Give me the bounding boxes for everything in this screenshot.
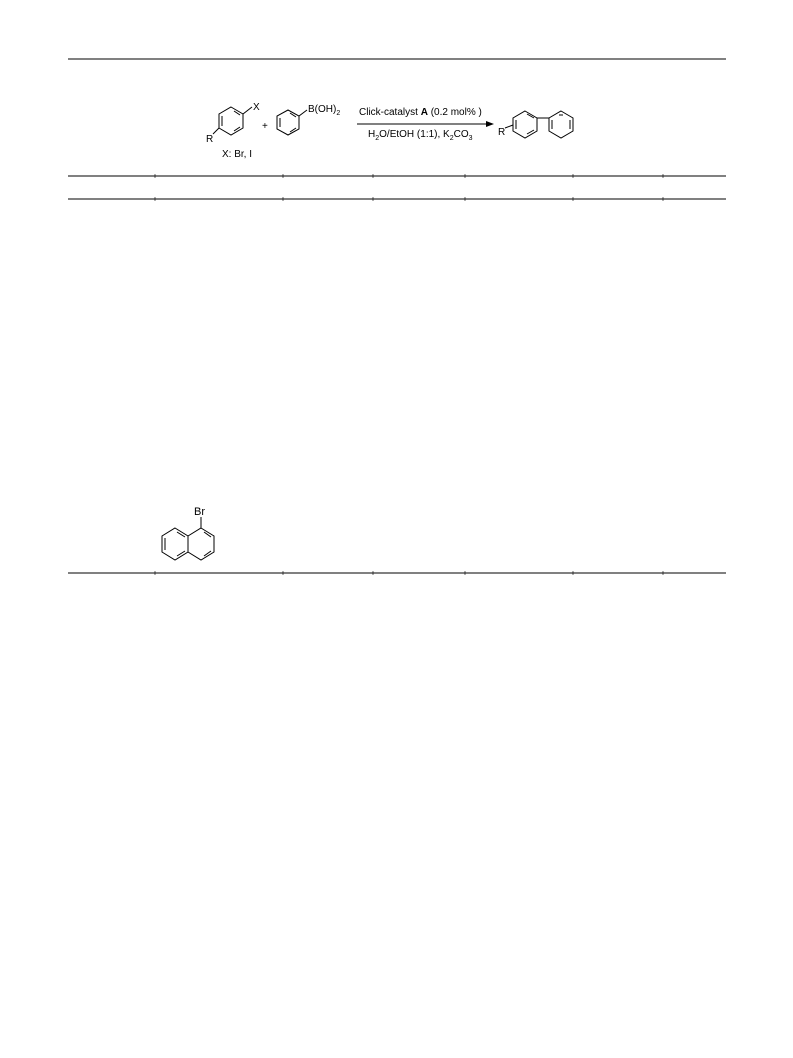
substituent-r-label: R (206, 134, 214, 145)
conditions-bottom: $H_2O$/EtOH (1:1), $K_2CO_3$ (368, 129, 473, 142)
phenylboronic-acid-structure (277, 104, 340, 135)
reaction-conditions (357, 107, 494, 142)
aryl-halide-structure (206, 102, 260, 160)
arrowhead-icon (486, 121, 494, 127)
boronic-acid-label: $B(OH)_2$ (308, 104, 341, 117)
halide-note: X: Br, I (222, 149, 253, 160)
results-table (68, 174, 726, 575)
product-substituent-r-label: R (498, 127, 506, 138)
reaction-scheme (206, 102, 573, 160)
bromonaphthalene-structure (162, 506, 214, 560)
plus-sign: + (262, 121, 268, 132)
column-separators (155, 174, 663, 575)
halide-x-label: X (253, 102, 260, 113)
bromine-label: Br (194, 506, 205, 518)
conditions-top: Click-catalyst A (0.2 mol% ) (359, 107, 482, 118)
biphenyl-product-structure (498, 111, 573, 138)
